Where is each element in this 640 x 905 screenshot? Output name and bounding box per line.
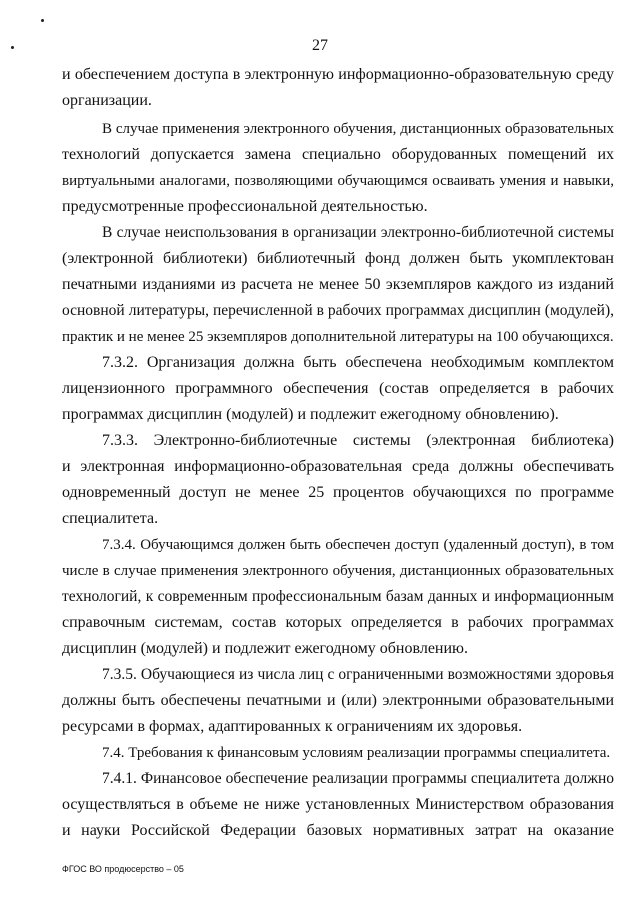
text-line: числе в случае применения электронного обучения, дистанционных образовательных bbox=[62, 563, 614, 579]
page-number: 27 bbox=[312, 37, 328, 54]
text-line: (электронной библиотеки) библиотечный фонд должен быть укомплектован bbox=[62, 250, 614, 267]
text-line: дисциплин (модулей) и подлежит ежегодному обновлению. bbox=[62, 640, 468, 657]
text-line: технологий, к современным профессиональным базам данных и информационным bbox=[62, 588, 614, 605]
text-line: должны быть обеспечены печатными и (или) электронными образовательными bbox=[62, 692, 614, 709]
text-line: 7.3.3. Электронно-библиотечные системы (электронная библиотека) bbox=[102, 432, 614, 449]
text-line: организации. bbox=[62, 92, 152, 109]
text-line: ресурсами в формах, адаптированных к ограничениям их здоровья. bbox=[62, 718, 523, 735]
text-line: практик и не менее 25 экземпляров дополнительной литературы на 100 обучающихся. bbox=[62, 329, 614, 345]
text-line: справочным системам, состав которых определяется в рабочих программах bbox=[62, 614, 614, 631]
text-line: и обеспечением доступа в электронную информационно-образовательную среду bbox=[62, 66, 614, 83]
text-line: технологий допускается замена специально оборудованных помещений их bbox=[62, 146, 614, 163]
text-line: программах дисциплин (модулей) и подлежит ежегодному обновлению). bbox=[62, 406, 559, 423]
text-line: лицензионного программного обеспечения (состав определяется в рабочих bbox=[62, 380, 614, 397]
text-line: 7.4. Требования к финансовым условиям реализации программы специалитета. bbox=[102, 745, 611, 761]
text-line: осуществляться в объеме не ниже установленных Министерством образования bbox=[62, 796, 614, 813]
text-line: и электронная информационно-образовательная среда должны обеспечивать bbox=[62, 458, 614, 475]
text-line: специалитета. bbox=[62, 510, 159, 527]
text-line: В случае применения электронного обучения, дистанционных образовательных bbox=[102, 121, 614, 137]
text-line: В случае неиспользования в организации электронно-библиотечной системы bbox=[102, 224, 614, 241]
text-line: 7.3.4. Обучающимся должен быть обеспечен доступ (удаленный доступ), в том bbox=[102, 537, 614, 553]
text-line: 7.3.2. Организация должна быть обеспечена необходимым комплектом bbox=[102, 354, 614, 371]
text-line: 7.3.5. Обучающиеся из числа лиц с ограниченными возможностями здоровья bbox=[102, 666, 614, 683]
text-line: виртуальными аналогами, позволяющими обучающимся осваивать умения и навыки, bbox=[62, 173, 614, 189]
text-line: и науки Российской Федерации базовых нормативных затрат на оказание bbox=[62, 822, 614, 839]
scan-speck bbox=[41, 19, 44, 22]
page-footer: ФГОС ВО продюсерство – 05 bbox=[62, 864, 184, 874]
text-line: одновременный доступ не менее 25 процентов обучающихся по программе bbox=[62, 484, 614, 501]
text-line: 7.4.1. Финансовое обеспечение реализации программы специалитета должно bbox=[102, 770, 614, 787]
text-line: печатными изданиями из расчета не менее 50 экземпляров каждого из изданий bbox=[62, 276, 614, 293]
text-line: предусмотренные профессиональной деятельностью. bbox=[62, 198, 428, 215]
text-line: основной литературы, перечисленной в рабочих программах дисциплин (модулей), bbox=[62, 302, 614, 319]
